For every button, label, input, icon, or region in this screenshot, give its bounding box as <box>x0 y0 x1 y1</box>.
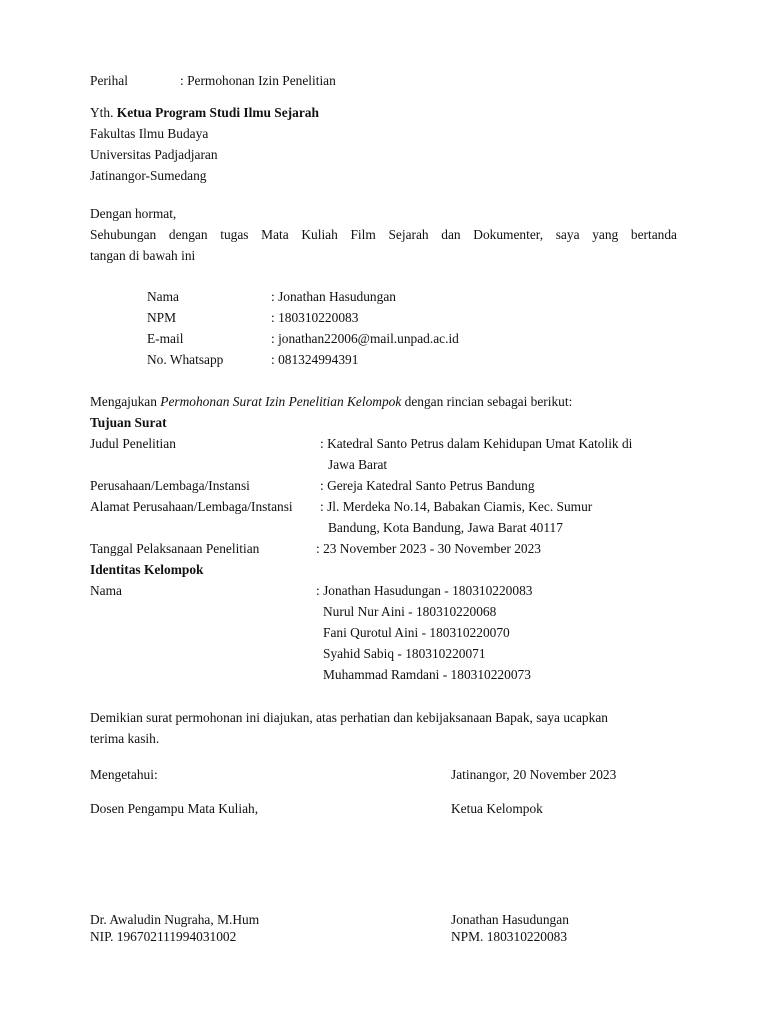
recipient-title: Ketua Program Studi Ilmu Sejarah <box>116 105 319 120</box>
request-after: dengan rincian sebagai berikut: <box>401 394 573 409</box>
intro-line-1: Sehubungan dengan tugas Mata Kuliah Film Sejarah dan Dokumenter, saya yang bertanda <box>90 227 677 242</box>
judul-value-2: Jawa Barat <box>328 457 388 472</box>
mengetahui-label: Mengetahui: <box>90 767 158 782</box>
tujuan-heading: Tujuan Surat <box>90 415 167 430</box>
kelompok-heading: Identitas Kelompok <box>90 562 204 577</box>
alamat-label: Alamat Perusahaan/Lembaga/Instansi <box>90 499 293 514</box>
member-5: Muhammad Ramdani - 180310220073 <box>323 667 531 682</box>
place-date: Jatinangor, 20 November 2023 <box>451 767 617 782</box>
alamat-value: : Jl. Merdeka No.14, Babakan Ciamis, Kec. Sumur <box>320 499 593 514</box>
applicant-email-value: : jonathan22006@mail.unpad.ac.id <box>271 331 459 346</box>
right-signer-role: Ketua Kelompok <box>451 801 543 816</box>
judul-label: Judul Penelitian <box>90 436 176 451</box>
recipient-location: Jatinangor-Sumedang <box>90 168 207 183</box>
right-signer-npm: NPM. 180310220083 <box>451 929 568 944</box>
recipient-title-line <box>90 105 319 121</box>
applicant-name-value: : Jonathan Hasudungan <box>271 289 396 304</box>
closing-line-2: terima kasih. <box>90 731 160 746</box>
applicant-whatsapp-label: No. Whatsapp <box>147 352 224 367</box>
applicant-npm-label: NPM <box>147 310 177 325</box>
perusahaan-label: Perusahaan/Lembaga/Instansi <box>90 478 250 493</box>
intro-line-2: tangan di bawah ini <box>90 248 196 263</box>
judul-value: : Katedral Santo Petrus dalam Kehidupan Umat Katolik di <box>320 436 633 451</box>
applicant-name-label: Nama <box>147 289 179 304</box>
member-1: : Jonathan Hasudungan - 180310220083 <box>316 583 533 598</box>
left-signer-name: Dr. Awaludin Nugraha, M.Hum <box>90 912 260 927</box>
applicant-whatsapp-value: : 081324994391 <box>271 352 359 367</box>
request-italic: Permohonan Surat Izin Penelitian Kelompok <box>160 394 402 409</box>
right-signer-name: Jonathan Hasudungan <box>451 912 569 927</box>
recipient-faculty: Fakultas Ilmu Budaya <box>90 126 209 141</box>
left-signer-role: Dosen Pengampu Mata Kuliah, <box>90 801 259 816</box>
tanggal-label: Tanggal Pelaksanaan Penelitian <box>90 541 260 556</box>
perihal-value: : Permohonan Izin Penelitian <box>180 73 336 88</box>
request-before: Mengajukan <box>90 394 161 409</box>
applicant-npm-value: : 180310220083 <box>271 310 359 325</box>
perusahaan-value: : Gereja Katedral Santo Petrus Bandung <box>320 478 535 493</box>
member-2: Nurul Nur Aini - 180310220068 <box>323 604 497 619</box>
perihal-label: Perihal <box>90 73 128 88</box>
recipient-prefix: Yth. <box>90 105 114 120</box>
kelompok-nama-label: Nama <box>90 583 122 598</box>
request-sentence <box>90 394 572 410</box>
greeting: Dengan hormat, <box>90 206 177 221</box>
closing-line-1: Demikian surat permohonan ini diajukan, atas perhatian dan kebijaksanaan Bapak, saya ucapkan <box>90 710 608 725</box>
member-4: Syahid Sabiq - 180310220071 <box>323 646 486 661</box>
tanggal-value: : 23 November 2023 - 30 November 2023 <box>316 541 541 556</box>
alamat-value-2: Bandung, Kota Bandung, Jawa Barat 40117 <box>328 520 563 535</box>
applicant-email-label: E-mail <box>147 331 184 346</box>
left-signer-nip: NIP. 196702111994031002 <box>90 929 237 944</box>
member-3: Fani Qurotul Aini - 180310220070 <box>323 625 510 640</box>
recipient-university: Universitas Padjadjaran <box>90 147 218 162</box>
